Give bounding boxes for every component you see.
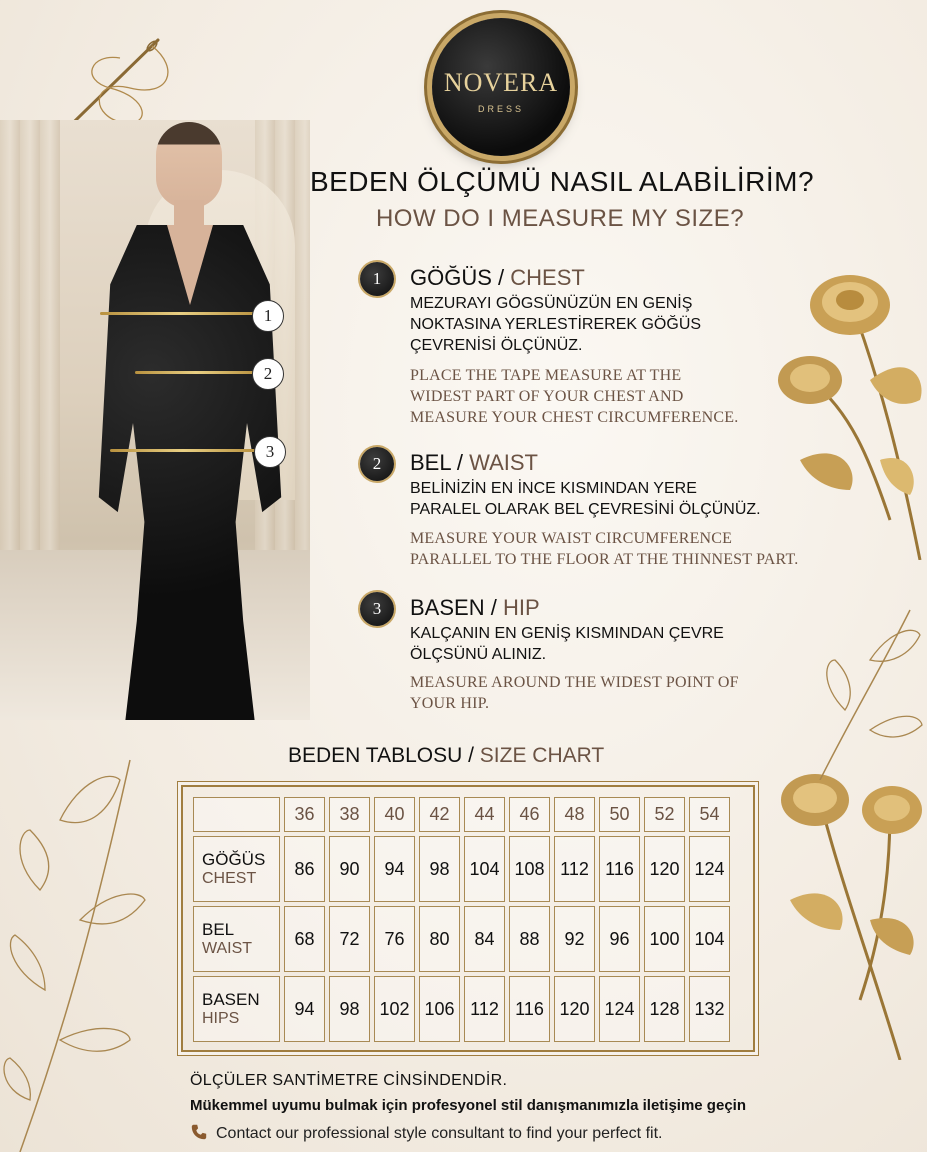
model-head [156,122,222,208]
value-cell: 96 [599,906,640,972]
size-chart-title: BEDEN TABLOSU / SIZE CHART [288,744,605,767]
value-cell: 124 [689,836,730,902]
waist-tape-line [135,371,257,374]
table-row-chest [193,836,730,902]
waist-marker: 2 [252,358,284,390]
value-cell: 72 [329,906,370,972]
value-cell: 68 [284,906,325,972]
step-title: BEL / WAIST [410,450,538,475]
step-text-tr: MEZURAYI GÖGSÜNÜZÜN EN GENİŞ NOKTASINA YERLESTİREREK GÖĞÜS ÇEVRENİSİ ÖLÇÜNÜZ. [410,295,702,354]
row-label: BEL WAIST [193,906,280,972]
value-cell: 90 [329,836,370,902]
brand-sub: DRESS [477,104,524,114]
contact-note-en: Contact our professional style consultant to find your perfect fit. [190,1123,662,1143]
brand-name: OVERA [463,68,559,97]
brand-initial: N [443,68,464,97]
step-title: BASEN / HIP [410,595,540,620]
size-cell: 46 [509,797,550,832]
size-cell: 52 [644,797,685,832]
size-cell: 40 [374,797,415,832]
contact-note-tr: Mükemmel uyumu bulmak için profesyonel stil danışmanımızla iletişime geçin [190,1097,746,1114]
value-cell: 86 [284,836,325,902]
page-title-en: HOW DO I MEASURE MY SIZE? [375,205,745,232]
size-cell: 44 [464,797,505,832]
value-cell: 92 [554,906,595,972]
step-text-en: MEASURE AROUND THE WIDEST POINT OF YOUR HIP. [410,674,739,712]
step-text-en: PLACE THE TAPE MEASURE AT THE WIDEST PART OF YOUR CHEST AND MEASURE YOUR CHEST CIRCUMFERENCE. [410,367,739,426]
row-label: BASEN HIPS [193,976,280,1042]
table-row-waist [193,906,730,972]
value-cell: 116 [509,976,550,1042]
value-cell: 94 [374,836,415,902]
value-cell: 80 [419,906,460,972]
value-cell: 116 [599,836,640,902]
step-title: GÖĞÜS / CHEST [410,265,585,290]
step-number: 3 [360,592,394,626]
size-cell: 50 [599,797,640,832]
step-number: 2 [360,447,394,481]
brand-logo [432,18,570,156]
size-header-row [193,797,730,832]
units-note: ÖLÇÜLER SANTİMETRE CİNSİNDENDİR. [190,1072,508,1089]
page-title-tr: BEDEN ÖLÇÜMÜ NASIL ALABİLİRİM? [309,166,815,197]
step-number: 1 [360,262,394,296]
step-text-en: MEASURE YOUR WAIST CIRCUMFERENCE PARALLEL TO THE FLOOR AT THE THINNEST PART. [410,530,799,568]
chest-tape-line [100,312,260,315]
chest-marker: 1 [252,300,284,332]
leaf-decoration [800,600,927,780]
value-cell: 84 [464,906,505,972]
value-cell: 100 [644,906,685,972]
value-cell: 88 [509,906,550,972]
step-text-tr: KALÇANIN EN GENİŞ KISMINDAN ÇEVRE ÖLÇSÜNÜ ALINIZ. [410,625,724,663]
size-chart-table [181,785,755,1052]
value-cell: 98 [329,976,370,1042]
value-cell: 128 [644,976,685,1042]
leaf-decoration [0,740,170,1152]
value-cell: 120 [644,836,685,902]
size-cell: 48 [554,797,595,832]
hip-marker: 3 [254,436,286,468]
value-cell: 102 [374,976,415,1042]
value-cell: 104 [464,836,505,902]
step-text-tr: BELİNİZİN EN İNCE KISMINDAN YERE PARALEL OLARAK BEL ÇEVRESİNİ ÖLÇÜNÜZ. [410,480,761,518]
value-cell: 112 [554,836,595,902]
value-cell: 108 [509,836,550,902]
value-cell: 124 [599,976,640,1042]
value-cell: 106 [419,976,460,1042]
phone-icon [190,1123,208,1141]
size-cell: 36 [284,797,325,832]
size-cell: 38 [329,797,370,832]
value-cell: 76 [374,906,415,972]
value-cell: 94 [284,976,325,1042]
gold-rose-decoration [770,760,927,1060]
value-cell: 104 [689,906,730,972]
gold-rose-decoration [770,260,927,560]
size-cell: 42 [419,797,460,832]
value-cell: 112 [464,976,505,1042]
value-cell: 120 [554,976,595,1042]
hip-tape-line [110,449,256,452]
value-cell: 132 [689,976,730,1042]
row-label: GÖĞÜS CHEST [193,836,280,902]
value-cell: 98 [419,836,460,902]
table-row-hips [193,976,730,1042]
size-cell: 54 [689,797,730,832]
